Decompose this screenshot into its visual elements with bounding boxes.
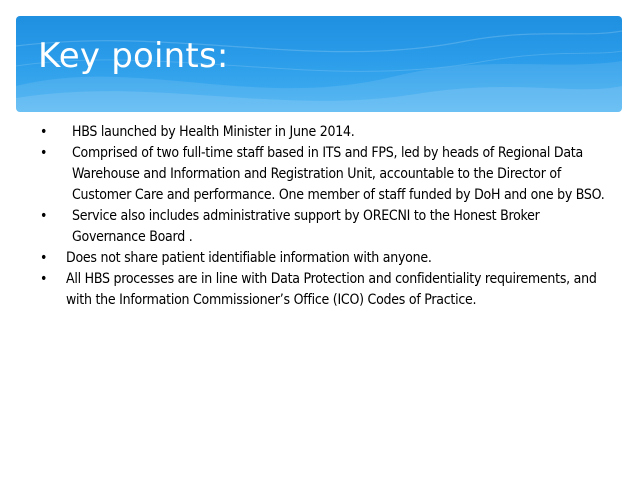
- title-banner: [16, 16, 622, 112]
- bullet-text: HBS launched by Health Minister in June 2014.: [72, 124, 355, 140]
- slide-title: Key points:: [38, 36, 229, 76]
- bullet-item: [40, 248, 610, 269]
- bullet-item: [40, 206, 610, 248]
- bullet-icon: •: [40, 145, 48, 161]
- bullet-item: [40, 122, 610, 143]
- bullet-list: [40, 122, 610, 311]
- bullet-icon: •: [40, 250, 48, 266]
- bullet-icon: •: [40, 271, 48, 287]
- bullet-item: [40, 143, 610, 206]
- bullet-text: All HBS processes are in line with Data Protection and confidentiality requirements, and with the Information Commissioner’s Office (ICO) Codes of Practice.: [66, 271, 597, 308]
- bullet-item: [40, 269, 610, 311]
- bullet-text: Does not share patient identifiable information with anyone.: [66, 250, 432, 266]
- bullet-icon: •: [40, 124, 48, 140]
- bullet-text: Service also includes administrative support by ORECNI to the Honest Broker Governance Board .: [72, 208, 540, 245]
- bullet-text: Comprised of two full-time staff based in ITS and FPS, led by heads of Regional Data Warehouse and Information and Registration Unit, accountable to the Director of Customer Care and performance. One member of staff funded by DoH and one by BSO.: [72, 145, 605, 203]
- bullet-icon: •: [40, 208, 48, 224]
